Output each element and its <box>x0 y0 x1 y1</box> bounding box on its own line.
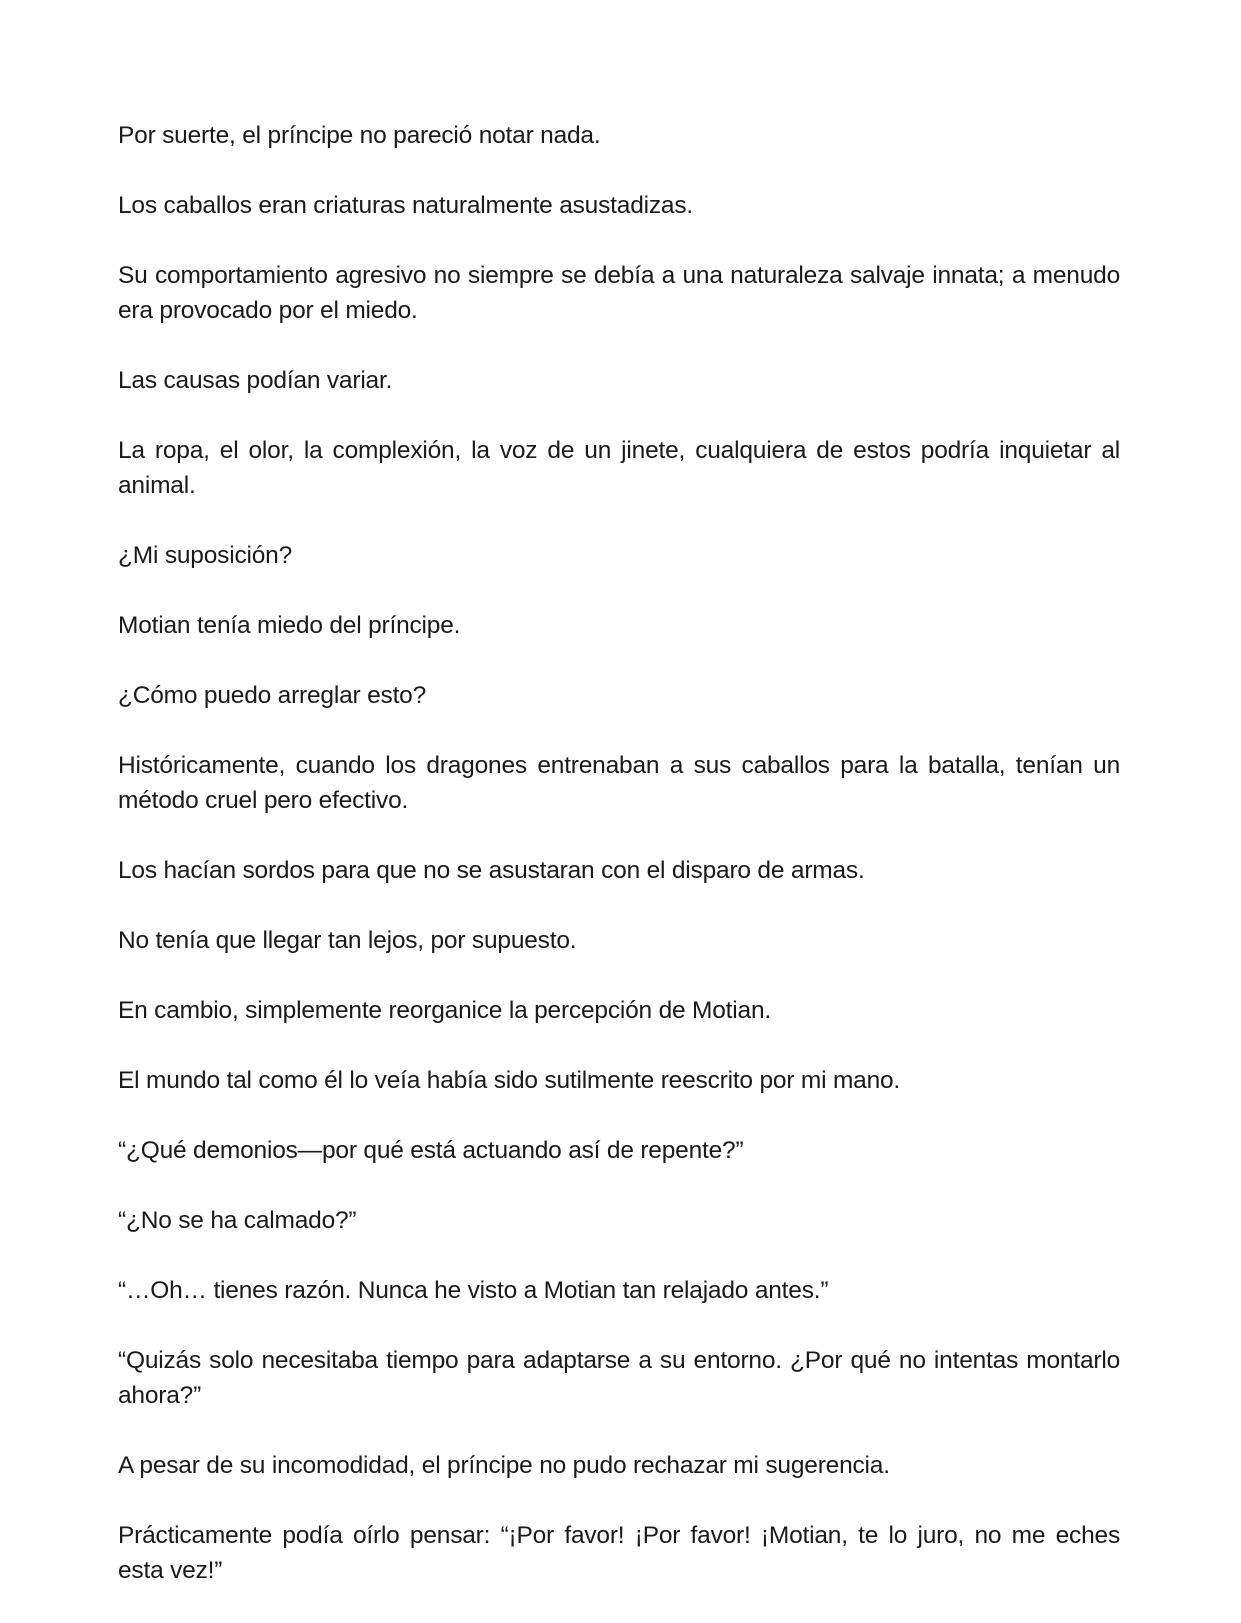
dialogue-paragraph: “…Oh… tienes razón. Nunca he visto a Motian tan relajado antes.” <box>118 1277 829 1304</box>
paragraph: En cambio, simplemente reorganice la percepción de Motian. <box>118 997 771 1024</box>
paragraph: Su comportamiento agresivo no siempre se debía a una naturaleza salvaje innata; a menudo era provocado por el miedo. <box>118 262 1120 324</box>
paragraph: ¿Cómo puedo arreglar esto? <box>118 682 427 709</box>
paragraph: Las causas podían variar. <box>118 367 393 394</box>
paragraph: El mundo tal como él lo veía había sido sutilmente reescrito por mi mano. <box>118 1067 901 1094</box>
paragraph: La ropa, el olor, la complexión, la voz de un jinete, cualquiera de estos podría inquietar al animal. <box>118 437 1120 499</box>
paragraph: Los hacían sordos para que no se asustaran con el disparo de armas. <box>118 857 865 884</box>
paragraph: Los caballos eran criaturas naturalmente asustadizas. <box>118 192 693 219</box>
paragraph: Históricamente, cuando los dragones entrenaban a sus caballos para la batalla, tenían un método cruel pero efectivo. <box>118 752 1120 814</box>
paragraph: A pesar de su incomodidad, el príncipe no pudo rechazar mi sugerencia. <box>118 1452 890 1479</box>
paragraph: Por suerte, el príncipe no pareció notar nada. <box>118 122 601 149</box>
dialogue-paragraph: “Quizás solo necesitaba tiempo para adaptarse a su entorno. ¿Por qué no intentas montarlo ahora?” <box>118 1347 1120 1409</box>
paragraph: No tenía que llegar tan lejos, por supuesto. <box>118 927 577 954</box>
paragraph: Prácticamente podía oírlo pensar: “¡Por favor! ¡Por favor! ¡Motian, te lo juro, no me eches esta vez!” <box>118 1522 1120 1584</box>
page-body <box>118 118 1120 1623</box>
dialogue-paragraph: “¿No se ha calmado?” <box>118 1207 357 1234</box>
paragraph: ¿Mi suposición? <box>118 542 293 569</box>
paragraph: Motian tenía miedo del príncipe. <box>118 612 461 639</box>
dialogue-paragraph: “¿Qué demonios—por qué está actuando así de repente?” <box>118 1137 744 1164</box>
